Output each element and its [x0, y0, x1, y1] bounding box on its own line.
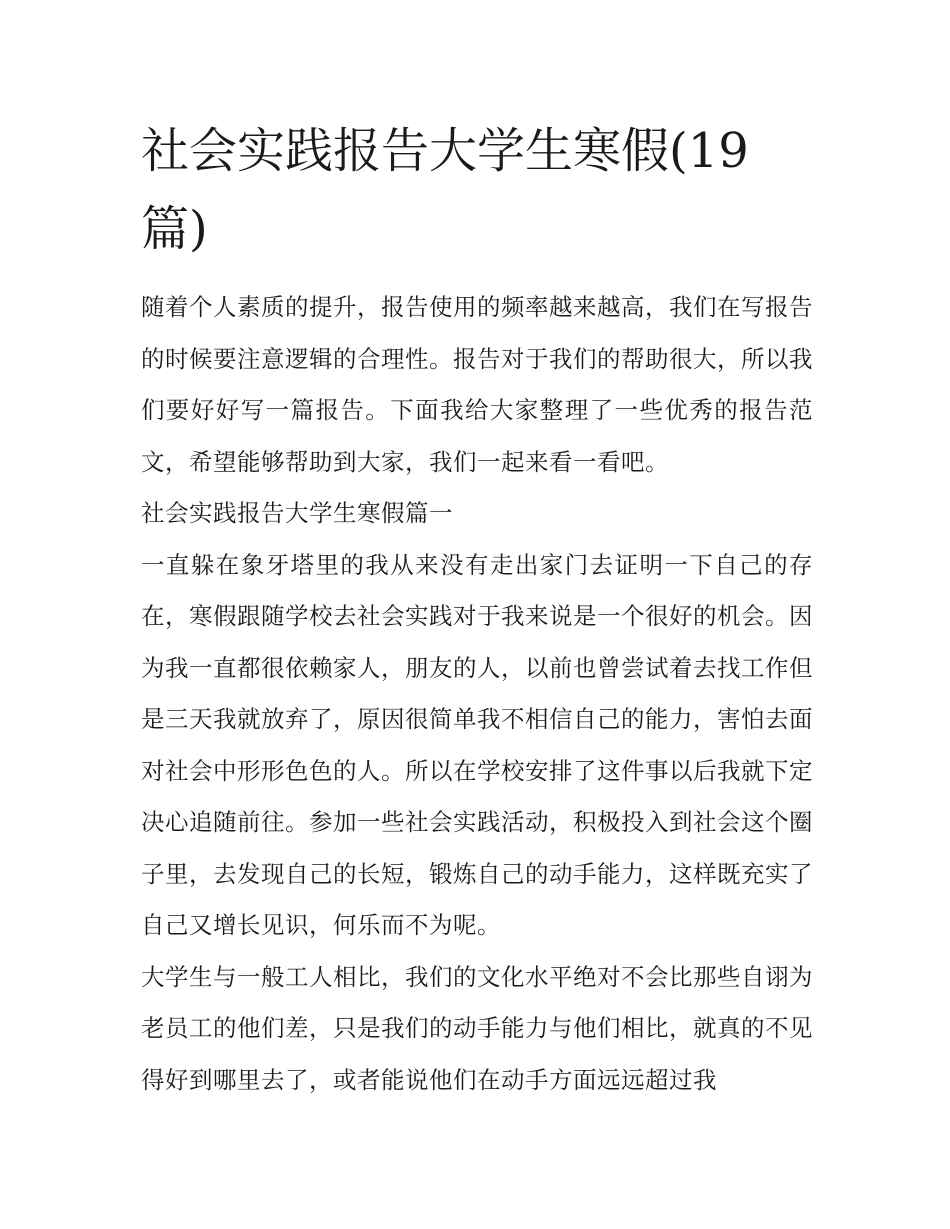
- body-paragraph-1: 一直躲在象牙塔里的我从来没有走出家门去证明一下自己的存在，寒假跟随学校去社会实践对于我来说是一个很好的机会。因为我一直都很依赖家人，朋友的人，以前也曾尝试着去找工作但是三天我就放弃了，原因很简单我不相信自己的能力，害怕去面对社会中形形色色的人。所以在学校安排了这件事以后我就下定决心追随前往。参加一些社会实践活动，积极投入到社会这个圈子里，去发现自己的长短，锻炼自己的动手能力，这样既充实了自己又增长见识，何乐而不为呢。: [141, 550, 813, 939]
- intro-paragraph: 随着个人素质的提升，报告使用的频率越来越高，我们在写报告的时候要注意逻辑的合理性。报告对于我们的帮助很大，所以我们要好好写一篇报告。下面我给大家整理了一些优秀的报告范文，希望能够帮助到大家，我们一起来看一看吧。: [141, 293, 813, 476]
- document-title: 社会实践报告大学生寒假(19篇): [141, 123, 749, 257]
- document-page: [141, 112, 813, 1106]
- section-heading: 社会实践报告大学生寒假篇一: [141, 499, 453, 527]
- body-paragraph-2: 大学生与一般工人相比，我们的文化水平绝对不会比那些自诩为老员工的他们差，只是我们的动手能力与他们相比，就真的不见得好到哪里去了，或者能说他们在动手方面远远超过我: [141, 962, 813, 1094]
